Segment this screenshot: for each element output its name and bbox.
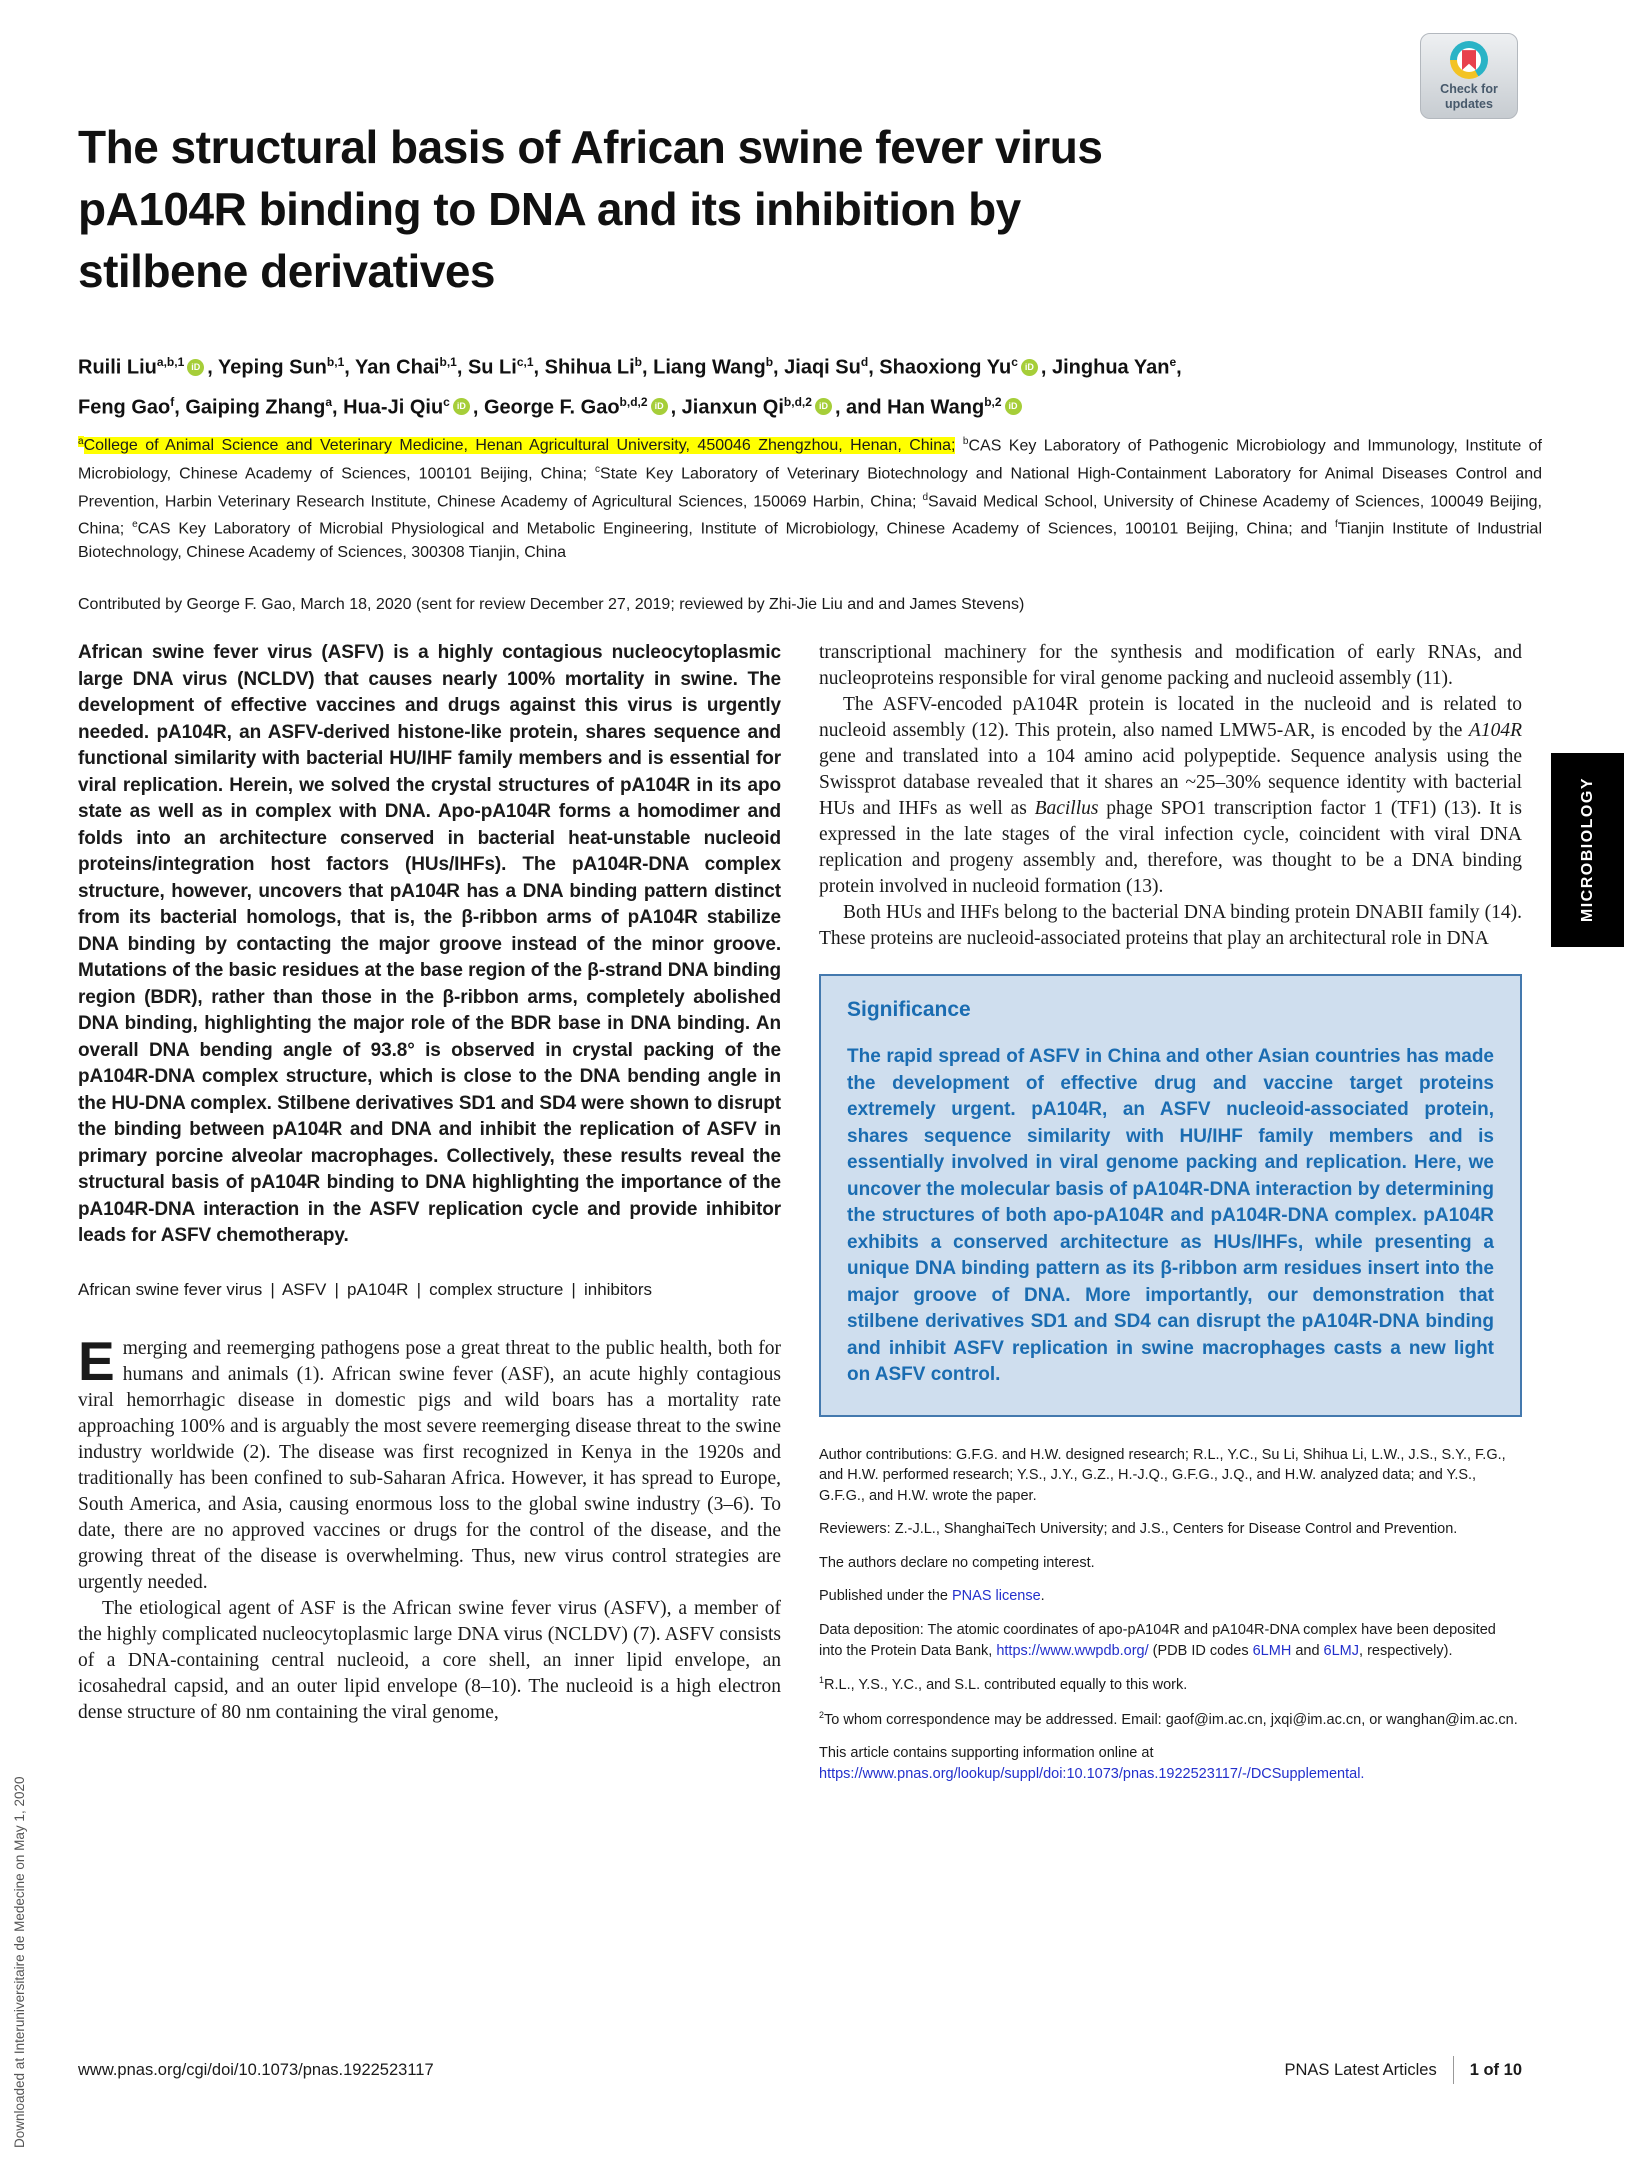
body-paragraph-2: The ASFV-encoded pA104R protein is located in the nucleoid and is related to nucleoid assembly (12). This protein, also named LMW5-AR, is encoded by the A104R gene and translated into a 104 amino acid polypeptide. Sequence analysis using the Swissprot database revealed that it shares an ~25–30% sequence identity with bacterial HUs and IHFs as well as Bacillus phage SPO1 transcription factor 1 (TF1) (13). It is expressed in the late stages of the viral infection cycle, coincident with viral DNA replication and progeny assembly and, therefore, was thought to be a DNA binding protein involved in nucleoid formation (13). (819, 694, 1522, 897)
link[interactable]: PNAS license (952, 1588, 1041, 1605)
footnote: $^1$R.L., Y.S., Y.C., and S.L. contributed equally to this work. (819, 1675, 1188, 1693)
significance-body: The rapid spread of ASFV in China and other Asian countries has made the development of effective drug and vaccine target proteins extremely urgent. pA104R, an ASFV nucleoid-associated protein, shares sequence similarity with HU/IHF family members and is essentially involved in viral genome packing and replication. Here, we uncover the molecular basis of pA104R-DNA interaction by determining the structures of both apo-pA104R and pA104R-DNA complex. pA104R exhibits a conserved architecture as HUs/IHFs, while presenting a unique DNA binding pattern as its β-ribbon arm residues insert into the major groove of DNA. More importantly, our demonstration that stilbene derivatives SD1 and SD4 can disrupt the pA104R-DNA binding and inhibit ASFV replication in swine macrophages casts a new light on ASFV control. (847, 1046, 1494, 1385)
orcid-icon[interactable]: iD (1021, 359, 1038, 376)
footnote: Reviewers: Z.-J.L., ShanghaiTech University; and J.S., Centers for Disease Control and Prevention. (819, 1521, 1458, 1538)
footer-journal-info (1284, 2056, 1522, 2084)
keywords-line: African swine fever virus | ASFV | pA104R | complex structure | inhibitors (78, 1279, 652, 1299)
link[interactable]: 6LMH (1252, 1642, 1292, 1659)
footnote: Published under the PNAS license. (819, 1588, 1045, 1605)
drop-cap: E (78, 1329, 115, 1392)
orcid-icon[interactable]: iD (815, 398, 832, 415)
contributed-line: Contributed by George F. Gao, March 18, 2020 (sent for review December 27, 2019; reviewed by Zhi-Jie Liu and and James Stevens) (78, 596, 1025, 613)
intro-paragraph-1: Emerging and reemerging pathogens pose a great threat to the public health, both for humans and animals (1). African swine fever (ASF), an acute highly contagious viral hemorrhagic disease in domestic pigs and wild boars has a mortality rate approaching 100% and is arguably the most severe reemerging disease threat to the swine industry worldwide (2). The disease was first recognized in Kenya in the 1920s and traditionally has been confined to sub-Saharan Africa. However, it has spread to Europe, South America, and Asia, causing enormous loss to the global swine industry (3–6). To date, there are no approved vaccines or drugs for the control of the disease, and the growing threat of the disease is overwhelming. Thus, new virus control strategies are urgently needed. (78, 1329, 781, 1593)
bookmark-icon (1462, 50, 1476, 70)
check-for-updates-badge[interactable] (1420, 33, 1518, 119)
right-column (819, 640, 1522, 1797)
body-paragraph-3: Both HUs and IHFs belong to the bacterial DNA binding protein DNABII family (14). These proteins are nucleoid-associated proteins that play an architectural role in DNA (819, 902, 1522, 949)
significance-title: Significance (847, 998, 971, 1021)
link[interactable]: https://www.wwpdb.org/ (996, 1642, 1149, 1659)
footer-journal-label: PNAS Latest Articles (1284, 2060, 1437, 2079)
link[interactable]: https://www.pnas.org/lookup/suppl/doi:10.1073/pnas.1922523117/-/DCSupplemental. (819, 1765, 1365, 1782)
footnote: $^2$To whom correspondence may be addressed. Email: gaof@im.ac.cn, jxqi@im.ac.cn, or wanghan@im.ac.cn. (819, 1709, 1518, 1728)
link[interactable]: 6LMJ (1323, 1642, 1360, 1659)
orcid-icon[interactable]: iD (187, 359, 204, 376)
category-tab-microbiology (1551, 753, 1624, 947)
footnote: Author contributions: G.F.G. and H.W. designed research; R.L., Y.C., Su Li, Shihua Li, L.W., J.S., S.Y., F.G., and H.W. performed research; Y.S., J.Y., G.Z., H.-J.Q., G.F.G., J.Q., and H.W. analyzed data; and Y.S., G.F.G., and H.W. wrote the paper. (819, 1446, 1506, 1504)
footnote: The authors declare no competing interest. (819, 1554, 1095, 1571)
download-watermark: Downloaded at Interuniversitaire de Medecine on May 1, 2020 (12, 1776, 27, 2148)
footnote: This article contains supporting information online at https://www.pnas.org/lookup/suppl/doi:10.1073/pnas.1922523117/-/DCSupplemental. (819, 1744, 1365, 1782)
check-updates-label: Check for updates (1440, 82, 1498, 111)
footer-doi: www.pnas.org/cgi/doi/10.1073/pnas.1922523117 (78, 2060, 434, 2079)
check-updates-icon (1450, 41, 1488, 79)
orcid-icon[interactable]: iD (1005, 398, 1022, 415)
footer-page-number: 1 of 10 (1469, 2060, 1522, 2079)
footer-divider (1453, 2056, 1454, 2084)
orcid-icon[interactable]: iD (651, 398, 668, 415)
significance-box (819, 974, 1522, 1417)
left-column (78, 640, 781, 1797)
intro-paragraph-2: The etiological agent of ASF is the African swine fever virus (ASFV), a member of the highly complicated nucleocytoplasmic large DNA virus (NCLDV) (7). ASFV consists of a DNA-containing central nucleoid, a core shell, an inner lipid envelope, an icosahedral capsid, and an outer lipid envelope (8–10). The nucleoid is a high electron dense structure of 80 nm containing the viral genome, (78, 1597, 781, 1723)
category-tab-label: MICROBIOLOGY (1578, 777, 1596, 923)
abstract: African swine fever virus (ASFV) is a highly contagious nucleocytoplasmic large DNA virus (NCLDV) that causes nearly 100% mortality in swine. The development of effective vaccines and drugs against this virus is urgently needed. pA104R, an ASFV-derived histone-like protein, shares sequence and functional similarity with bacterial HU/IHF family members and is essential for viral replication. Herein, we solved the crystal structures of pA104R in its apo state as well as in complex with DNA. Apo-pA104R forms a homodimer and folds into an architecture conserved in bacterial heat-unstable nucleoid proteins/integration host factors (HUs/IHFs). The pA104R-DNA complex structure, however, uncovers that pA104R has a DNA binding pattern distinct from its bacterial homologs, that is, the β-ribbon arms of pA104R stabilize DNA binding by contacting the major groove instead of the minor groove. Mutations of the basic residues at the base region of the β-strand DNA binding region (BDR), rather than those in the β-ribbon arms, completely abolished DNA binding, highlighting the major role of the BDR base in DNA binding. An overall DNA bending angle of 93.8° is observed in crystal packing of the pA104R-DNA complex structure, which is close to the DNA bending angle in the HU-DNA complex. Stilbene derivatives SD1 and SD4 were shown to disrupt the binding between pA104R and DNA and inhibit the replication of ASFV in primary porcine alveolar macrophages. Collectively, these results reveal the structural basis of pA104R binding to DNA highlighting the importance of the pA104R-DNA interaction in the ASFV replication cycle and provide inhibitor leads for ASFV chemotherapy. (78, 642, 781, 1246)
orcid-icon[interactable]: iD (453, 398, 470, 415)
article-title: The structural basis of African swine fever virus pA104R binding to DNA and its inhibition by stilbene derivatives (78, 121, 1103, 297)
footnotes (819, 1445, 1522, 1785)
footnote: Data deposition: The atomic coordinates of apo-pA104R and pA104R-DNA complex have been deposited into the Protein Data Bank, https://www.wwpdb.org/ (PDB ID codes 6LMH and 6LMJ, respectively). (819, 1621, 1496, 1659)
affiliations: $^a$College of Animal Science and Veterinary Medicine, Henan Agricultural University, 450046 Zhengzhou, Henan, China; $^b$CAS Key Laboratory of Pathogenic Microbiology and Immunology, Institute of Microbiology, Chinese Academy of Sciences, 100101 Beijing, China; $^c$State Key Laboratory of Veterinary Biotechnology and National High-Containment Laboratory for Animal Diseases Control and Prevention, Harbin Veterinary Research Institute, Chinese Academy of Agricultural Sciences, 150069 Harbin, China; $^d$Savaid Medical School, University of Chinese Academy of Sciences, 100049 Beijing, China; $^e$CAS Key Laboratory of Microbial Physiological and Metabolic Engineering, Institute of Microbiology, Chinese Academy of Sciences, 100101 Beijing, China; and $^f$Tianjin Institute of Industrial Biotechnology, Chinese Academy of Sciences, 300308 Tianjin, China (78, 436, 1543, 562)
author-list: Ruili Liu$^{a,b,1}$ iD , Yeping Sun$^{b,1}$, Yan Chai$^{b,1}$, Su Li$^{c,1}$, Shihua Li$^b$, Liang Wang$^b$, Jiaqi Su$^d$, Shaoxiong Yu$^c$ iD , Jinghua Yan$^e$, Feng Gao$^f$, Gaiping Zhang$^a$, Hua-Ji Qiu$^c$ iD , George F. Gao$^{b,d,2}$ iD , Jianxun Qi$^{b,d,2}$ iD , and Han Wang$^{b,2}$ iD (78, 355, 1182, 419)
article-body (78, 640, 1522, 1797)
body-paragraph-1: transcriptional machinery for the synthesis and modification of early RNAs, and nucleoproteins responsible for viral genome packing and nucleoid assembly (11). (819, 642, 1522, 689)
page-footer (78, 2056, 1522, 2084)
